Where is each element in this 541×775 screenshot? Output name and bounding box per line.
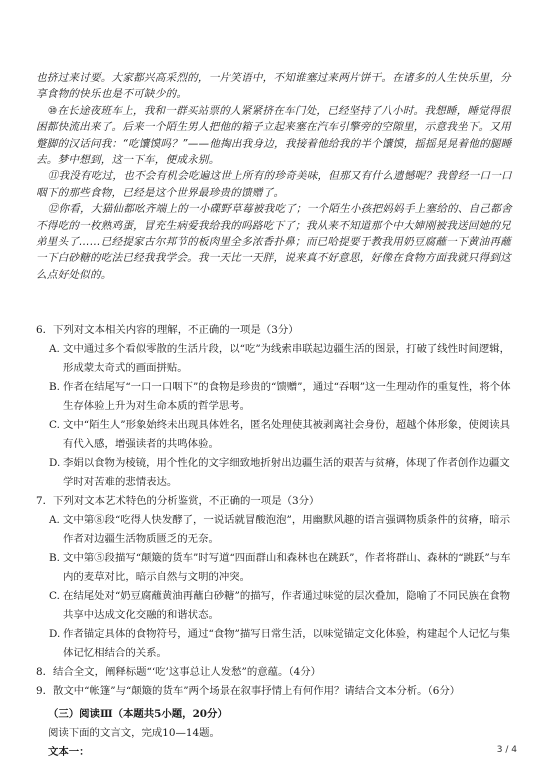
section-3-heading: （三）阅读Ⅲ（本题共5小题，20分） (48, 708, 228, 720)
text-one-label: 文本一： (48, 746, 90, 758)
option-key: D. (49, 628, 61, 640)
option-text: 在结尾处对“奶豆腐蘸黄油再蘸白砂糖”的描写，作者通过味觉的层次叠加，隐喻了不同民族在食物共享中达成文化交融的和谐状态。 (63, 590, 511, 621)
page-number: 3 / 4 (496, 745, 517, 755)
option-text: 文中“陌生人”形象始终未出现具体姓名，匿名处理使其被剥离社会身份，超越个体形象，使阅读具有代入感，增强读者的共鸣体验。 (63, 419, 511, 450)
option-key: B. (49, 552, 60, 564)
question-7-option-b (36, 549, 518, 587)
passage-paragraph-12: ⑫你看，大猫仙都吆齐端上的一小碟野草莓被我吃了；一个陌生小孩把妈妈手上塞给的、自己都舍不得吃的一枚熟鸡蛋，冒充生病爱我给我的吗路吃下了；我从来不知道那个中大婶刚被我送回她的兄弟里头了……已经提家古尔邦节的板肉里全多浓香扑鼻；而已哈提要于教我用奶豆腐蘸一下黄油再蘸一下白砂糖的吃法已经我我学会。我一天比一天胖，说来真不好意思，好像在食物方面我就只得到这么点好处似的。 (36, 203, 512, 281)
option-text: 李娟以食物为棱镜，用个性化的文字细致地折射出边疆生活的艰苦与贫瘠，体现了作者创作边疆文学时对苦难的悲情表达。 (63, 457, 510, 488)
question-7-option-d (36, 625, 518, 663)
question-6-option-d (36, 454, 518, 492)
question-6-option-a (36, 340, 518, 378)
section-3-intro: 阅读下面的文言文，完成10—14题。 (48, 727, 220, 739)
passage-paragraph-11: ⑪我没有吃过，也不会有机会吃遍这世上所有的珍奇美味，但那又有什么遗憾呢？我曾经一口一口咽下的那些食物，已经是这个世界最珍贵的馈赠了。 (36, 170, 512, 199)
question-7-option-c (36, 587, 518, 625)
option-text: 作者锚定具体的食物符号，通过“食物”描写日常生活，以味觉锚定文化体验，构建起个人记忆与集体记忆相结合的关系。 (63, 628, 511, 659)
option-key: A. (49, 343, 60, 355)
question-6-stem: 6．下列对文本相关内容的理解，不正确的一项是（3分） (36, 324, 299, 336)
option-key: D. (49, 457, 61, 469)
passage-paragraph: 也挤过来讨要。大家都兴高采烈的，一片笑语中，不知谁塞过来两片饼干。在诸多的人生快乐里，分享食物的快乐也是不可缺少的。 (36, 72, 511, 101)
questions-block (36, 321, 518, 762)
question-8: 8．结合全文，阐释标题“‘吃’这事总让人发愁”的意蕴。（4分） (36, 666, 322, 678)
reading-passage (36, 70, 514, 283)
option-text: 文中第⑤段描写“颠簸的货车”时写道“四面群山和森林也在跳跃”，作者将群山、森林的“跳跃”与车内的麦草对比，暗示自然与文明的冲突。 (63, 552, 511, 583)
option-key: B. (49, 381, 60, 393)
question-9: 9．散文中“帐篷”与“颠簸的货车”两个场景在叙事抒情上有何作用？请结合文本分析。（6分） (36, 685, 461, 697)
option-text: 文中通过多个看似零散的生活片段，以“吃”为线索串联起边疆生活的图景，打破了线性时间逻辑，形成蒙太奇式的画面拼贴。 (63, 343, 511, 374)
option-key: C. (49, 590, 60, 602)
question-6-option-b (36, 378, 518, 416)
option-text: 文中第⑧段“吃得人快发酵了，一说话就冒酸泡泡”，用幽默风趣的语言强调物质条件的贫瘠，暗示作者对边疆生活物质匮乏的无奈。 (63, 514, 511, 545)
question-7-option-a (36, 511, 518, 549)
question-6-option-c (36, 416, 518, 454)
option-key: A. (49, 514, 60, 526)
question-7-stem: 7．下列对文本艺术特色的分析鉴赏，不正确的一项是（3分） (36, 495, 320, 507)
option-key: C. (49, 419, 60, 431)
passage-paragraph-10: ⑩在长途夜班车上，我和一群买站票的人紧紧挤在车门处，已经坚持了八小时。我想睡，睡觉得很困都快流出来了。后来一个陌生男人把他的箱子立起来塞在汽车引擎旁的空隙里，示意我坐下。又用蹩脚的汉话问我：“吃馕馍吗？”——他掏出我身边，我接着他给我的半个馕馍，摇摇晃晃着他的腿睡去。梦中想到，这一下车，便成永别。 (36, 104, 512, 167)
option-text: 作者在结尾写“一口一口咽下”的食物是珍贵的“馈赠”，通过“吞咽”这一生理动作的重复性，将个体生存体验上升为对生命本质的哲学思考。 (63, 381, 511, 412)
